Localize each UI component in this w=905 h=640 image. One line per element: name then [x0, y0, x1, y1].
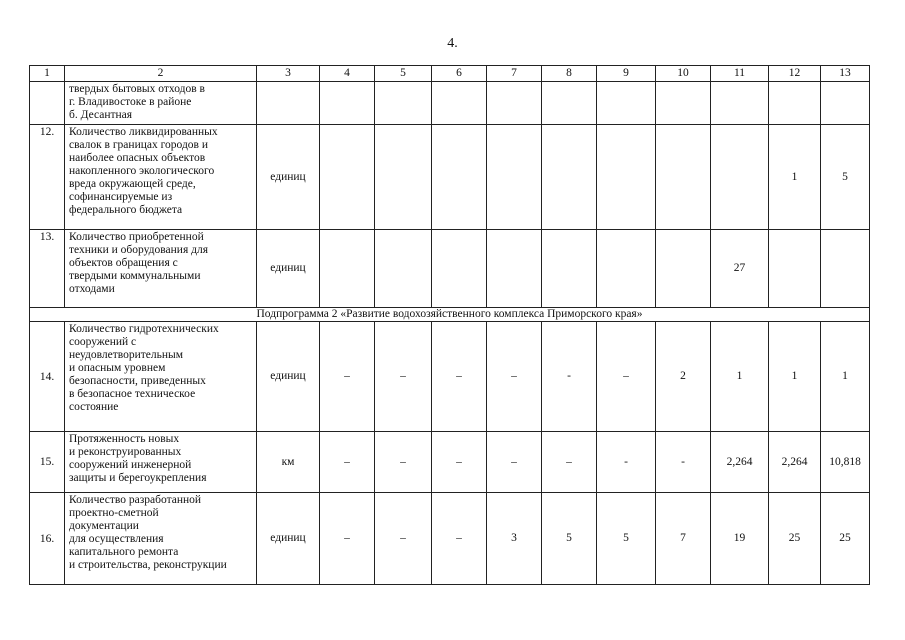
column-number-1: 1	[30, 66, 65, 82]
value-cell: 1	[769, 322, 821, 432]
value-cell	[542, 82, 597, 125]
value-cell	[769, 230, 821, 308]
unit-cell	[257, 82, 320, 125]
value-cell: –	[375, 493, 432, 585]
value-cell	[711, 82, 769, 125]
column-number-6: 6	[432, 66, 487, 82]
indicator-name-line: в безопасное техническое	[69, 388, 196, 400]
column-number-9: 9	[597, 66, 656, 82]
indicator-name-line: федерального бюджета	[69, 204, 183, 216]
indicator-name-line: свалок в границах городов и	[69, 139, 209, 151]
value-cell	[487, 82, 542, 125]
unit-cell: км	[257, 432, 320, 493]
value-cell: 10,818	[821, 432, 870, 493]
value-cell: –	[375, 322, 432, 432]
table-row	[30, 322, 870, 432]
value-cell: 19	[711, 493, 769, 585]
indicator-name-line: защиты и берегоукрепления	[69, 472, 207, 484]
unit-cell: единиц	[257, 125, 320, 230]
indicator-name-line: софинансируемые из	[69, 191, 173, 203]
indicator-name-line: Количество ликвидированных	[69, 126, 218, 138]
indicator-name-line: и опасным уровнем	[69, 362, 166, 374]
value-cell: 3	[487, 493, 542, 585]
value-cell	[597, 230, 656, 308]
table-row	[30, 432, 870, 493]
table-row	[30, 125, 870, 230]
value-cell: 5	[821, 125, 870, 230]
row-number: 14.	[30, 322, 65, 432]
value-cell: 2,264	[769, 432, 821, 493]
indicator-name-line: документации	[69, 520, 139, 532]
unit-cell: единиц	[257, 493, 320, 585]
indicator-name-line: Протяженность новых	[69, 433, 180, 445]
value-cell	[656, 230, 711, 308]
indicator-name	[65, 432, 257, 493]
indicator-name-line: и реконструированных	[69, 446, 182, 458]
value-cell: 1	[821, 322, 870, 432]
value-cell	[432, 125, 487, 230]
value-cell: 5	[597, 493, 656, 585]
value-cell	[656, 82, 711, 125]
column-number-2: 2	[65, 66, 257, 82]
value-cell: 25	[821, 493, 870, 585]
indicators-table	[29, 65, 870, 585]
value-cell: 27	[711, 230, 769, 308]
table-row	[30, 493, 870, 585]
unit-cell: единиц	[257, 322, 320, 432]
value-cell: 5	[542, 493, 597, 585]
value-cell	[542, 230, 597, 308]
value-cell: –	[432, 322, 487, 432]
column-number-11: 11	[711, 66, 769, 82]
value-cell: –	[320, 322, 375, 432]
table-row	[30, 230, 870, 308]
indicator-name	[65, 493, 257, 585]
column-number-10: 10	[656, 66, 711, 82]
value-cell: –	[487, 322, 542, 432]
value-cell: –	[432, 493, 487, 585]
value-cell: –	[320, 432, 375, 493]
value-cell: 7	[656, 493, 711, 585]
value-cell: –	[542, 432, 597, 493]
column-number-12: 12	[769, 66, 821, 82]
value-cell	[821, 230, 870, 308]
value-cell: -	[656, 432, 711, 493]
value-cell: –	[487, 432, 542, 493]
value-cell	[597, 82, 656, 125]
indicator-name-line: неудовлетворительным	[69, 349, 184, 361]
indicator-name-line: сооружений инженерной	[69, 459, 192, 471]
column-number-13: 13	[821, 66, 870, 82]
indicator-name-line: проектно-сметной	[69, 507, 159, 519]
row-number	[30, 82, 65, 125]
indicator-name-line: Количество разработанной	[69, 494, 202, 506]
value-cell: -	[542, 322, 597, 432]
column-number-8: 8	[542, 66, 597, 82]
indicator-name-line: наиболее опасных объектов	[69, 152, 206, 164]
value-cell	[769, 82, 821, 125]
indicator-name-line: твердыми коммунальными	[69, 270, 201, 282]
indicator-name-line: состояние	[69, 401, 119, 413]
value-cell	[320, 230, 375, 308]
column-number-7: 7	[487, 66, 542, 82]
value-cell	[711, 125, 769, 230]
indicator-name-line: отходами	[69, 283, 115, 295]
row-number: 13.	[30, 230, 65, 308]
indicator-name	[65, 322, 257, 432]
value-cell	[375, 125, 432, 230]
value-cell	[487, 230, 542, 308]
value-cell	[487, 125, 542, 230]
indicator-name	[65, 82, 257, 125]
table-row	[30, 82, 870, 125]
unit-cell: единиц	[257, 230, 320, 308]
indicator-name-line: вреда окружающей среде,	[69, 178, 196, 190]
row-number: 16.	[30, 493, 65, 585]
value-cell: 2,264	[711, 432, 769, 493]
value-cell	[597, 125, 656, 230]
value-cell	[320, 82, 375, 125]
value-cell: –	[597, 322, 656, 432]
value-cell	[542, 125, 597, 230]
value-cell	[656, 125, 711, 230]
value-cell: 2	[656, 322, 711, 432]
indicator-name	[65, 125, 257, 230]
column-number-row	[30, 66, 870, 82]
value-cell	[375, 82, 432, 125]
value-cell: 1	[769, 125, 821, 230]
value-cell: 1	[711, 322, 769, 432]
indicator-name-line: г. Владивостоке в районе	[69, 96, 192, 108]
indicator-name-line: Количество приобретенной	[69, 231, 204, 243]
indicator-name-line: для осуществления	[69, 533, 164, 545]
value-cell: –	[432, 432, 487, 493]
value-cell	[320, 125, 375, 230]
subprogram-title: Подпрограмма 2 «Развитие водохозяйственного комплекса Приморского края»	[30, 308, 870, 322]
indicator-name-line: и строительства, реконструкции	[69, 559, 227, 571]
page-number: 4.	[447, 36, 458, 51]
indicator-name-line: капитального ремонта	[69, 546, 179, 558]
indicator-name-line: Количество гидротехнических	[69, 323, 219, 335]
column-number-3: 3	[257, 66, 320, 82]
row-number: 15.	[30, 432, 65, 493]
indicator-name-line: б. Десантная	[69, 109, 133, 121]
value-cell: 25	[769, 493, 821, 585]
indicator-name-line: техники и оборудования для	[69, 244, 208, 256]
indicator-name-line: сооружений с	[69, 336, 137, 348]
value-cell	[432, 82, 487, 125]
value-cell	[375, 230, 432, 308]
column-number-5: 5	[375, 66, 432, 82]
indicator-name-line: безопасности, приведенных	[69, 375, 206, 387]
indicator-name-line: накопленного экологического	[69, 165, 215, 177]
subprogram-row	[30, 308, 870, 322]
value-cell: –	[320, 493, 375, 585]
value-cell	[821, 82, 870, 125]
value-cell: –	[375, 432, 432, 493]
indicator-name-line: твердых бытовых отходов в	[69, 83, 205, 95]
row-number: 12.	[30, 125, 65, 230]
value-cell	[432, 230, 487, 308]
indicator-name	[65, 230, 257, 308]
indicator-name-line: объектов обращения с	[69, 257, 178, 269]
value-cell: -	[597, 432, 656, 493]
column-number-4: 4	[320, 66, 375, 82]
